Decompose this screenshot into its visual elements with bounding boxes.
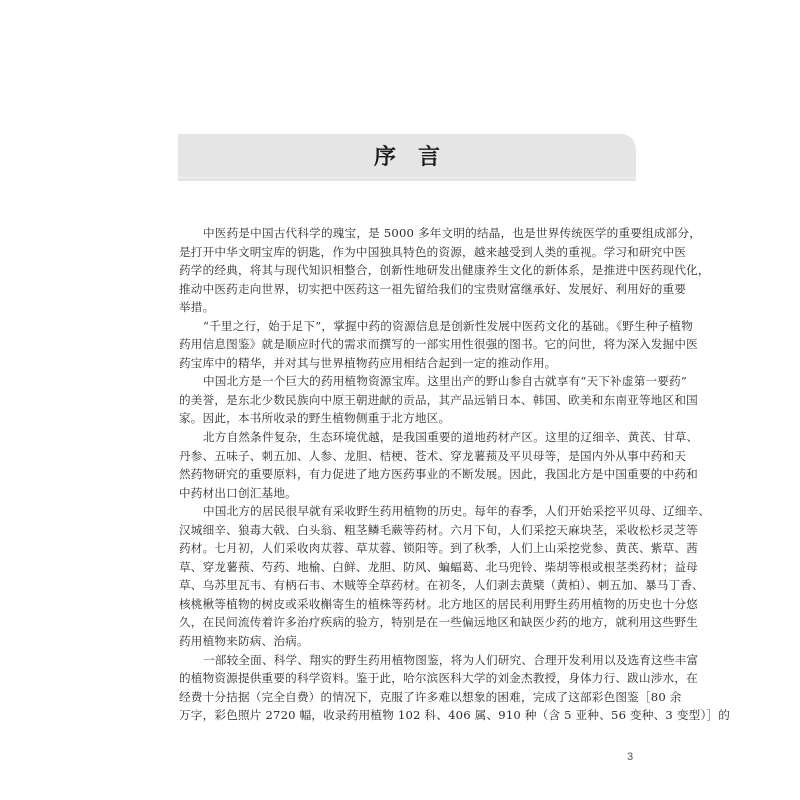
text-line: “千里之行，始于足下”，掌握中药的资源信息是创新性发展中医药文化的基础。《野生种子植物 — [203, 318, 694, 333]
text-line: 汉城细辛、狼毒大戟、白头翁、粗茎鳞毛蕨等药材。六月下旬，人们采挖天麻块茎，采收松杉灵芝等 — [179, 522, 698, 537]
text-line: 的植物资源提供重要的科学资料。鉴于此，哈尔滨医科大学的刘金杰教授，身体力行、跋山涉水，在 — [179, 671, 698, 686]
text-line: 是打开中华文明宝库的钥匙，作为中国独具特色的资源，越来越受到人类的重视。学习和研究中医 — [179, 244, 687, 259]
text-line: 中药材出口创汇基地。 — [179, 485, 297, 500]
text-line: 中医药是中国古代科学的瑰宝，是 5000 多年文明的结晶，也是世界传统医学的重要组成部分， — [203, 226, 702, 240]
text-line: 核桃楸等植物的树皮或采收槲寄生的植株等药材。北方地区的居民利用野生药用植物的历史也十分悠 — [179, 596, 698, 611]
chapter-title-bar — [178, 134, 636, 181]
text-line: 万字，彩色照片 2720 幅，收录药用植物 102 科、406 属、910 种（含 5 亚种、56 变种、3 变型）］的 — [179, 708, 731, 723]
text-line: 丹参、五味子、刺五加、人参、龙胆、桔梗、苍术、穿龙薯蓣及平贝母等，是国内外从事中药和天 — [179, 448, 687, 463]
text-line: 家。因此，本书所收录的野生植物侧重于北方地区。 — [179, 411, 451, 426]
text-line: 药宝库中的精华，并对其与世界植物药应用相结合起到一定的推动作用。 — [179, 355, 557, 370]
text-line: 中国北方的居民很早就有采收野生药用植物的历史。每年的春季，人们开始采挖平贝母、辽细辛、 — [203, 504, 711, 519]
text-line: 的美誉，是东北少数民族向中原王朝进献的贡品，其产品远销日本、韩国、欧美和东南亚等地区和国 — [179, 392, 698, 407]
text-line: 草、穿龙薯蓣、芍药、地榆、白鲜、龙胆、防风、蝙蝠葛、北马兜铃、柴胡等根或根茎类药材；益母 — [179, 559, 698, 574]
text-line: 推动中医药走向世界，切实把中医药这一祖先留给我们的宝贵财富继承好、发展好、利用好的重要 — [179, 281, 687, 296]
text-line: 久，在民间流传着许多治疗疾病的验方，特别是在一些偏远地区和缺医少药的地方，就利用这些野生 — [179, 615, 698, 630]
preface-body — [179, 224, 731, 725]
text-line: 药用信息图鉴》就是顺应时代的需求而撰写的一部实用性很强的图书。它的问世，将为深入发掘中医 — [179, 337, 698, 352]
text-line: 一部较全面、科学、翔实的野生药用植物图鉴，将为人们研究、合理开发利用以及选育这些丰富 — [203, 652, 699, 667]
text-line: 然药物研究的重要原料，有力促进了地方医药事业的不断发展。因此，我国北方是中国重要的中药和 — [179, 467, 698, 482]
text-line: 中国北方是一个巨大的药用植物资源宝库。这里出产的野山参自古就享有“天下补虚第一要药” — [203, 374, 688, 389]
text-line: 举措。 — [179, 300, 215, 315]
text-line: 经费十分拮据（完全自费）的情况下，克服了许多难以想象的困难，完成了这部彩色图鉴［80 余 — [179, 689, 682, 704]
text-line: 北方自然条件复杂，生态环境优越，是我国重要的道地药材产区。这里的辽细辛、黄芪、甘草、 — [203, 430, 699, 445]
text-line: 药材。七月初，人们采收肉苁蓉、草苁蓉、锁阳等。到了秋季，人们上山采挖党参、黄芪、紫草、茜 — [179, 541, 698, 556]
text-line: 草、乌苏里瓦韦、有柄石韦、木贼等全草药材。在初冬，人们剥去黄檗（黄柏）、刺五加、暴马丁香、 — [179, 578, 704, 593]
text-line: 药学的经典，将其与现代知识相整合，创新性地研发出健康养生文化的新体系，是推进中医药现代化， — [179, 263, 710, 278]
page-number: 3 — [627, 751, 634, 763]
text-line: 药用植物来防病、治病。 — [179, 634, 309, 649]
chapter-title: 序言 — [373, 144, 462, 170]
